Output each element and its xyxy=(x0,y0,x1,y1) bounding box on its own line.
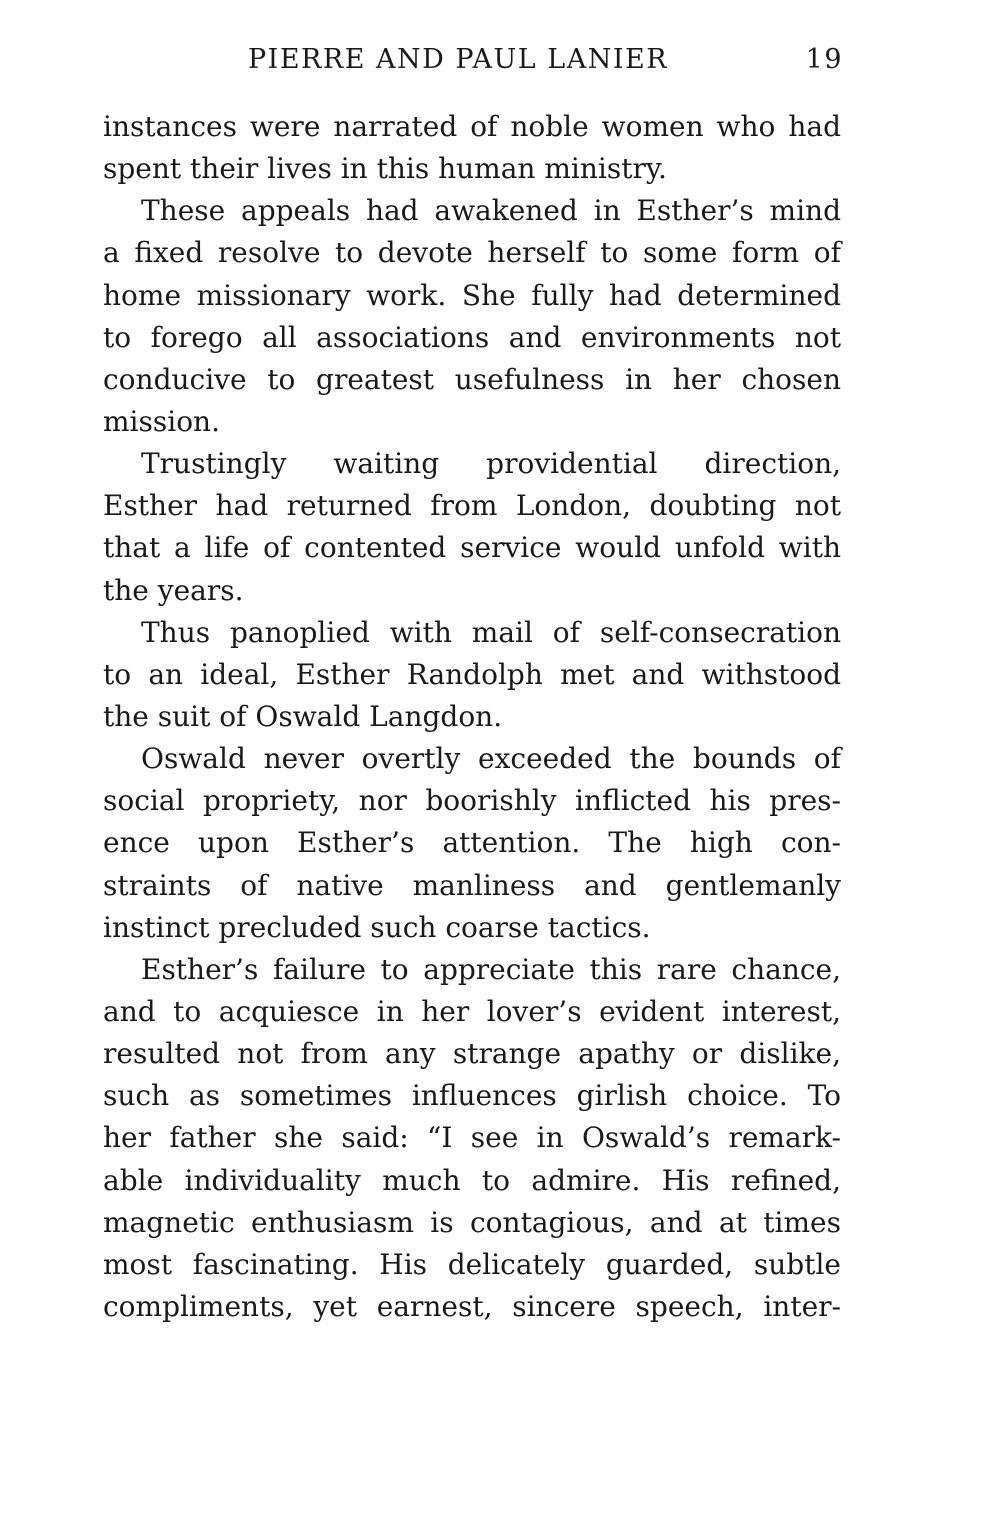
text-line: Esther had returned from London, doubting not xyxy=(103,489,841,523)
text-line: her father she said: “I see in Oswald’s remark- xyxy=(103,1121,841,1155)
text-line: able individuality much to admire. His refined, xyxy=(103,1163,841,1197)
text-line: resulted not from any strange apathy or dislike, xyxy=(103,1037,841,1071)
text-line: that a life of contented service would unfold with xyxy=(103,531,841,565)
running-title: PIERRE AND PAUL LANIER xyxy=(248,44,669,75)
text-line: instinct precluded such coarse tactics. xyxy=(103,910,651,944)
text-line: the years. xyxy=(103,573,244,607)
text-line: mission. xyxy=(103,404,220,438)
text-line: to an ideal, Esther Randolph met and withstood xyxy=(103,657,841,691)
text-line: Oswald never overtly exceeded the bounds of xyxy=(141,742,841,776)
text-line: spent their lives in this human ministry. xyxy=(103,152,667,186)
running-head xyxy=(103,44,843,84)
text-line: a fixed resolve to devote herself to some form of xyxy=(103,236,841,270)
text-line: instances were narrated of noble women who had xyxy=(103,110,841,143)
text-line: compliments, yet earnest, sincere speech, inter- xyxy=(103,1289,841,1323)
text-line: and to acquiesce in her lover’s evident interest, xyxy=(103,994,841,1028)
text-line: ence upon Esther’s attention. The high con- xyxy=(103,826,841,860)
text-line: home missionary work. She fully had determined xyxy=(103,278,841,312)
text-line: Thus panoplied with mail of self-consecration xyxy=(141,615,841,649)
text-line: conducive to greatest usefulness in her chosen xyxy=(103,362,841,396)
text-line: Esther’s failure to appreciate this rare chance, xyxy=(141,952,841,986)
text-line: Trustingly waiting providential direction, xyxy=(141,447,841,481)
text-line: social propriety, nor boorishly inflicted his pres- xyxy=(103,784,841,818)
text-line: such as sometimes influences girlish choice. To xyxy=(103,1079,841,1113)
text-line: straints of native manliness and gentlemanly xyxy=(103,868,841,902)
text-line: These appeals had awakened in Esther’s mind xyxy=(141,194,841,228)
text-line: the suit of Oswald Langdon. xyxy=(103,699,503,733)
page-number: 19 xyxy=(805,44,843,75)
body-text xyxy=(103,106,841,1328)
text-line: to forego all associations and environments not xyxy=(103,320,841,354)
text-line: magnetic enthusiasm is contagious, and at times xyxy=(103,1205,841,1239)
text-line: most fascinating. His delicately guarded, subtle xyxy=(103,1247,841,1281)
